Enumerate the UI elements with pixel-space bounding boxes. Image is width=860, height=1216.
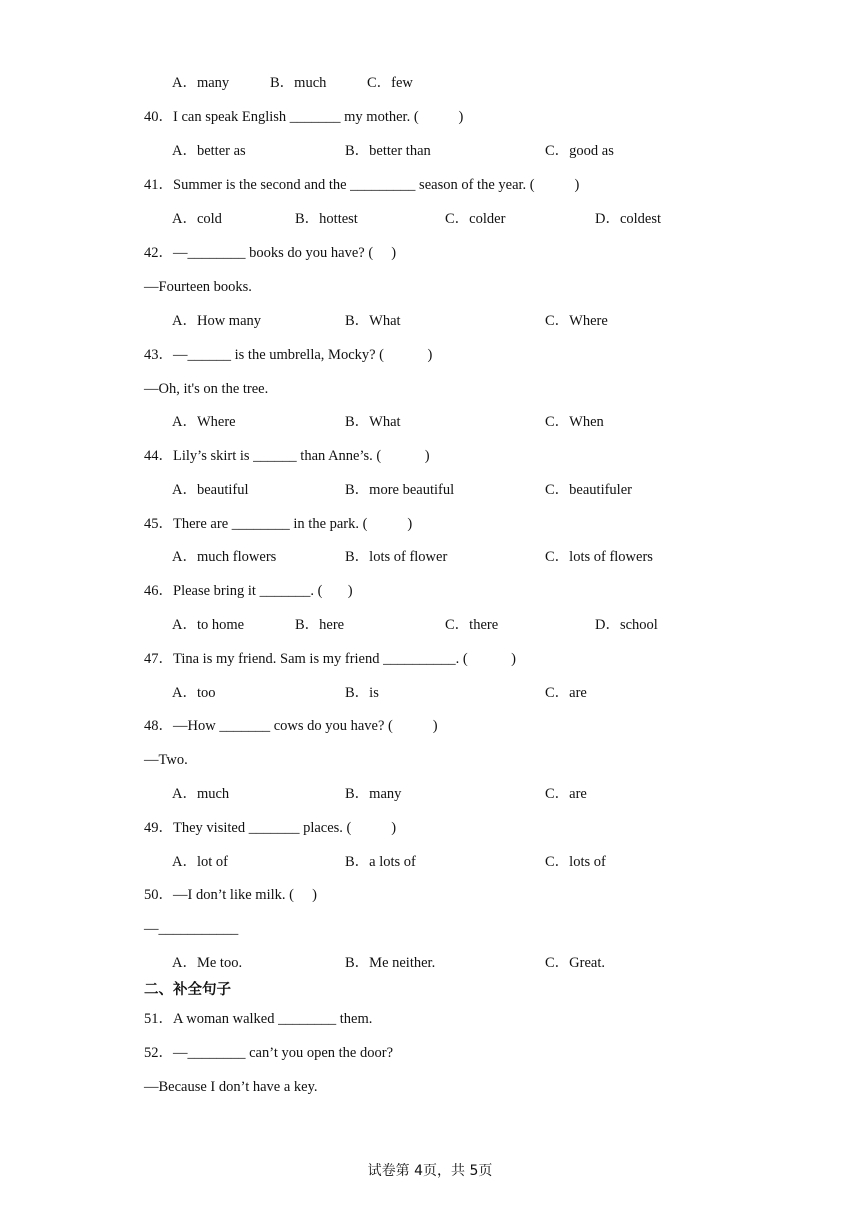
q49-stem: 49．They visited _______ places. ( ) (144, 820, 397, 836)
q48-stem: 48．—How _______ cows do you have? ( ) (144, 718, 438, 734)
q48-option-b: B．many (345, 786, 402, 802)
q39-option-b: B．much (270, 75, 327, 91)
q40-option-b: B．better than (345, 143, 431, 159)
q52-answer-line: —Because I don’t have a key. (144, 1079, 318, 1095)
q42-stem: 42．—________ books do you have? ( ) (144, 245, 397, 261)
q48-option-c: C．are (545, 786, 587, 802)
q40-stem: 40．I can speak English _______ my mother. ( ) (144, 109, 464, 125)
q43-option-c: C．When (545, 414, 604, 430)
q43-option-b: B．What (345, 414, 401, 430)
page-footer: 试卷第 4页，共 5页 (367, 1163, 493, 1179)
q41-stem: 41．Summer is the second and the _________ season of the year. ( ) (144, 177, 580, 193)
q50-option-c: C．Great. (545, 955, 605, 971)
q41-option-d: D．coldest (595, 211, 662, 227)
q50-stem: 50．—I don’t like milk. ( ) (144, 887, 317, 903)
q44-stem: 44．Lily’s skirt is ______ than Anne’s. ( ) (144, 448, 430, 464)
q48-answer-line: —Two. (144, 752, 188, 768)
q45-stem: 45．There are ________ in the park. ( ) (144, 516, 413, 532)
q44-option-b: B．more beautiful (345, 482, 455, 498)
q42-option-a: A．How many (172, 313, 262, 329)
q41-option-b: B．hottest (295, 211, 358, 227)
q43-option-a: A．Where (172, 414, 236, 430)
q50-answer-line: —___________ (144, 921, 239, 937)
q42-option-c: C．Where (545, 313, 608, 329)
q46-option-c: C．there (445, 617, 499, 633)
q46-option-a: A．to home (172, 617, 245, 633)
q41-option-c: C．colder (445, 211, 506, 227)
q49-option-b: B．a lots of (345, 854, 416, 870)
q48-option-a: A．much (172, 786, 230, 802)
q39-option-a: A．many (172, 75, 230, 91)
q40-option-c: C．good as (545, 143, 614, 159)
q39-option-c: C．few (367, 75, 413, 91)
q44-option-a: A．beautiful (172, 482, 249, 498)
q42-option-b: B．What (345, 313, 401, 329)
q49-option-a: A．lot of (172, 854, 228, 870)
q50-option-a: A．Me too. (172, 955, 243, 971)
q46-stem: 46．Please bring it _______. ( ) (144, 583, 353, 599)
q47-stem: 47．Tina is my friend. Sam is my friend __________. ( ) (144, 651, 517, 667)
q40-option-a: A．better as (172, 143, 246, 159)
q51-stem: 51．A woman walked ________ them. (144, 1011, 373, 1027)
q42-answer-line: —Fourteen books. (144, 279, 252, 295)
q45-option-c: C．lots of flowers (545, 549, 653, 565)
q41-option-a: A．cold (172, 211, 222, 227)
q43-stem: 43．—______ is the umbrella, Mocky? ( ) (144, 347, 433, 363)
q50-option-b: B．Me neither. (345, 955, 436, 971)
q46-option-b: B．here (295, 617, 345, 633)
q46-option-d: D．school (595, 617, 658, 633)
q52-stem: 52．—________ can’t you open the door? (144, 1045, 394, 1061)
q49-option-c: C．lots of (545, 854, 606, 870)
q47-option-a: A．too (172, 685, 216, 701)
q45-option-a: A．much flowers (172, 549, 277, 565)
q47-option-c: C．are (545, 685, 587, 701)
section-heading: 二、补全句子 (144, 982, 231, 998)
q43-answer-line: —Oh, it's on the tree. (144, 381, 269, 397)
q45-option-b: B．lots of flower (345, 549, 448, 565)
q47-option-b: B．is (345, 685, 379, 701)
q44-option-c: C．beautifuler (545, 482, 632, 498)
